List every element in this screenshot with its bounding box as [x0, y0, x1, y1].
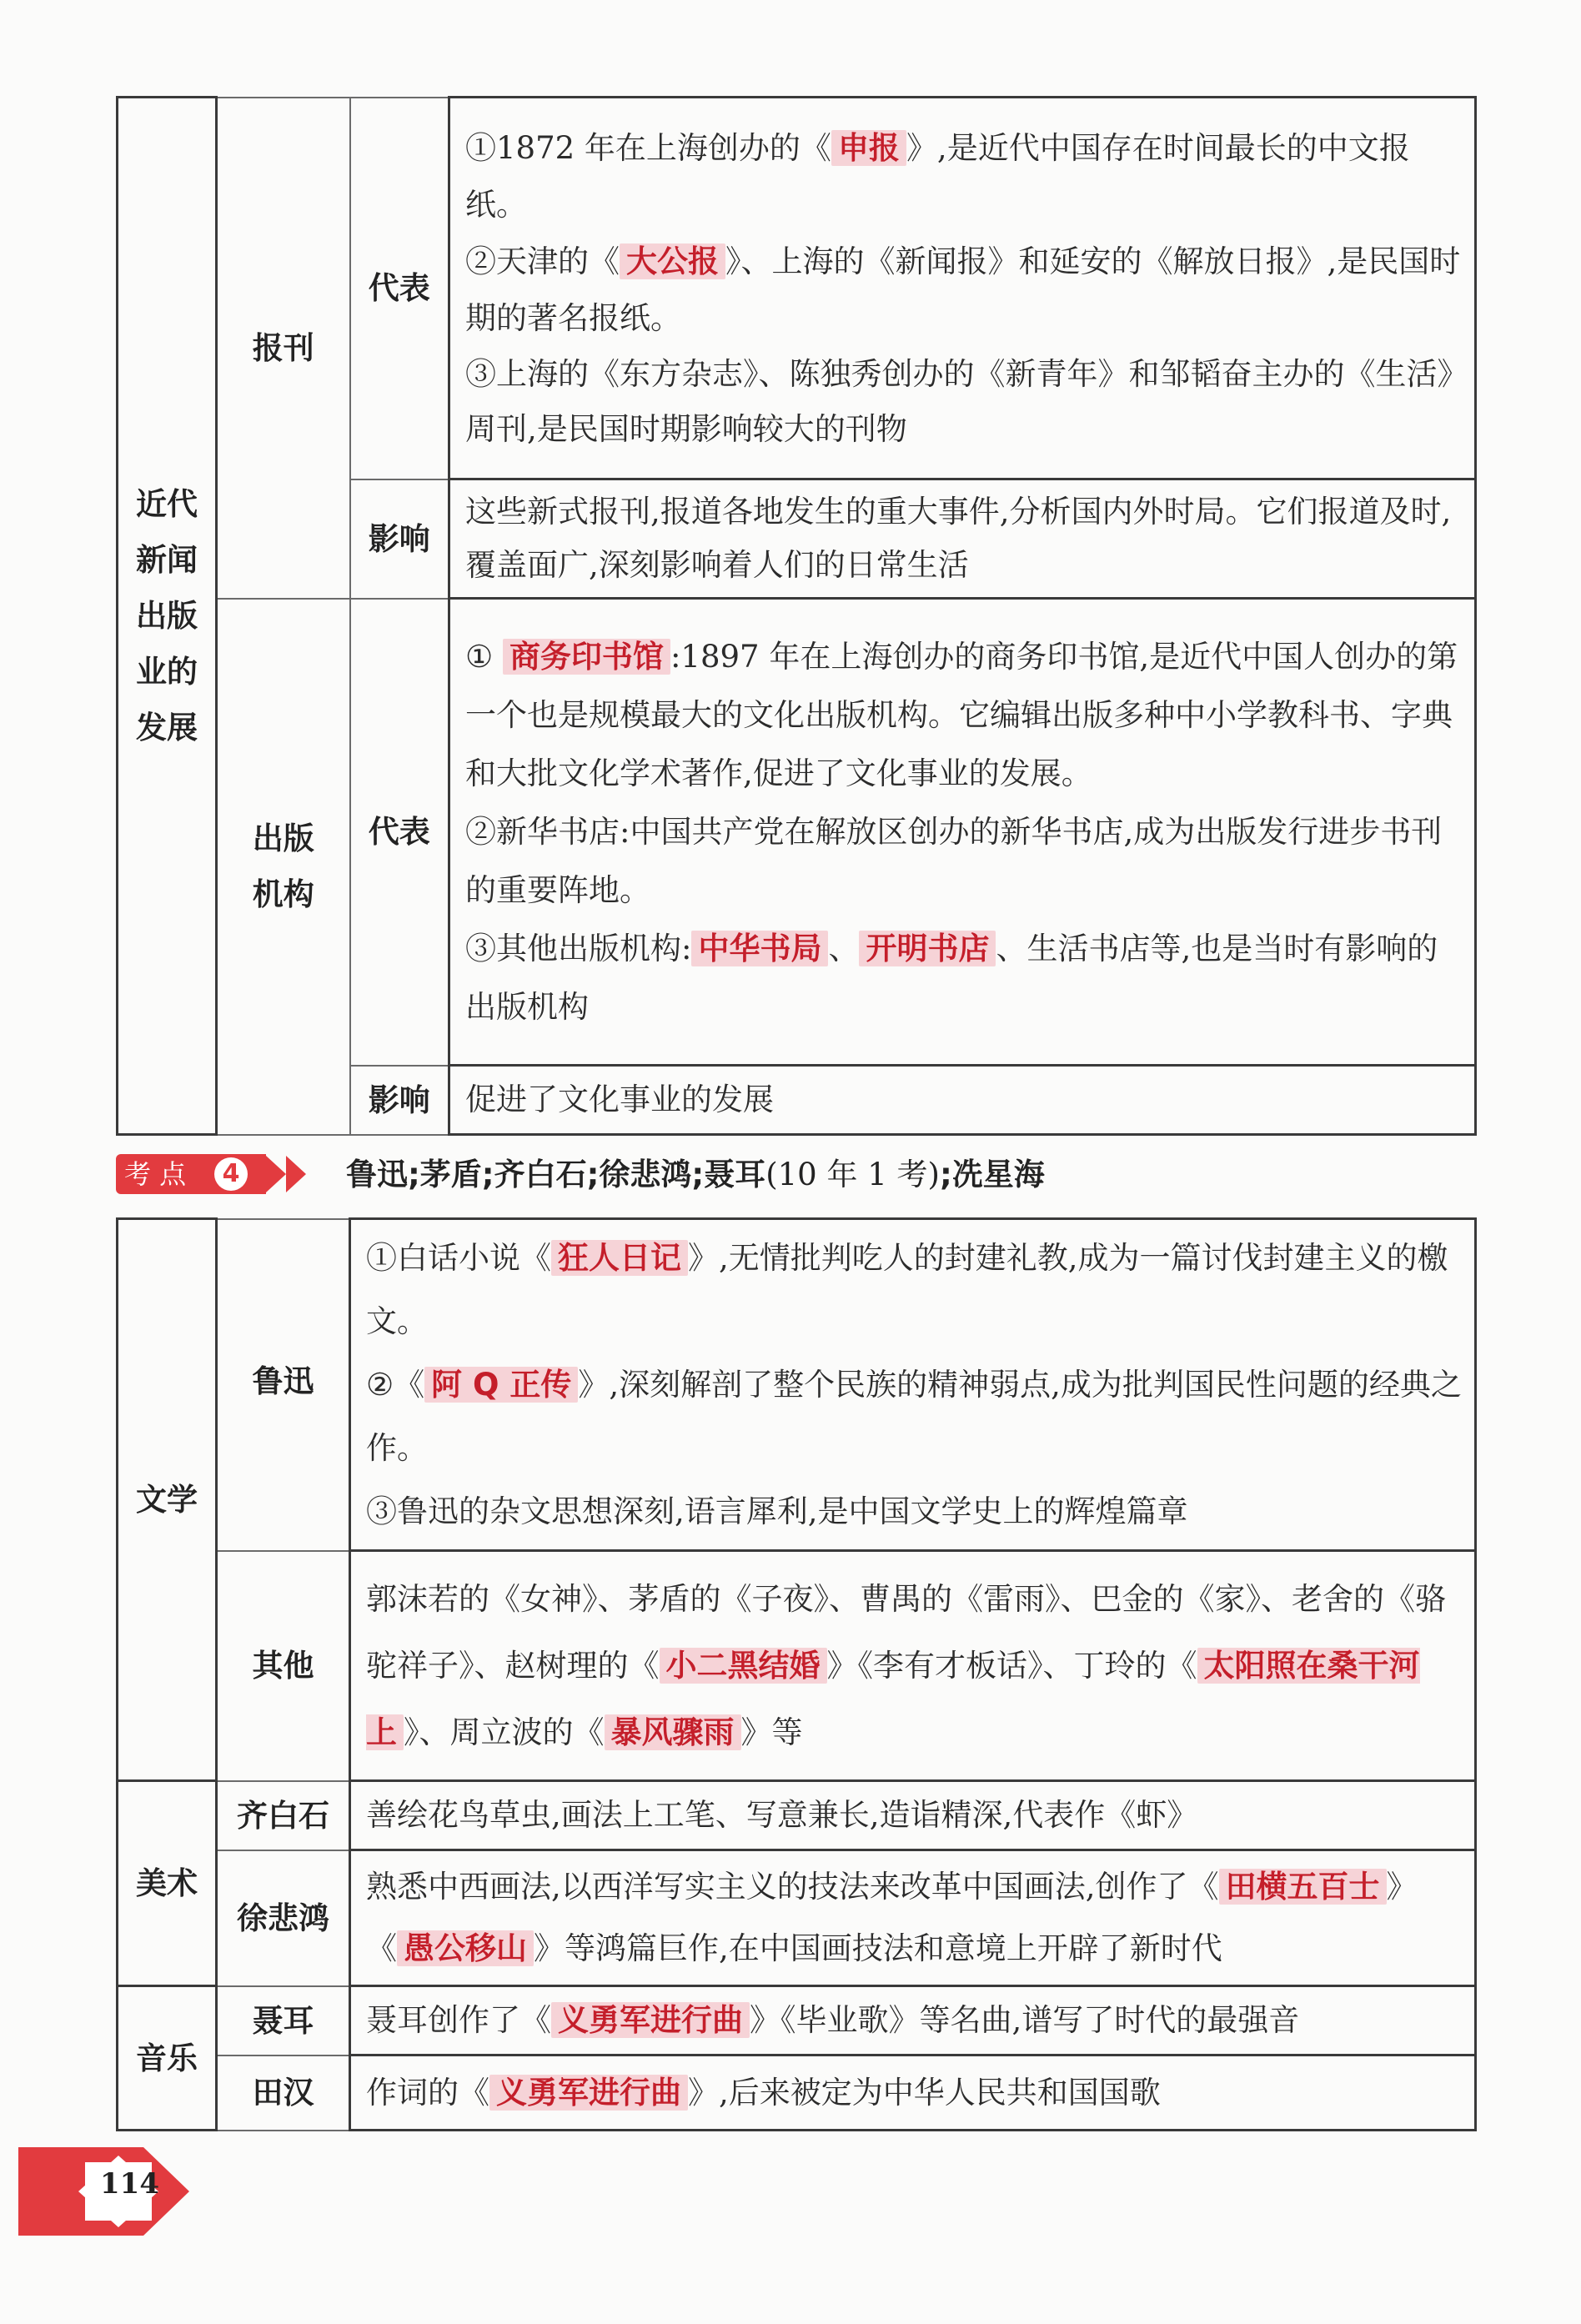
row-label-luxun: 鲁迅: [217, 1219, 350, 1551]
highlight: 义勇军进行曲: [551, 2002, 750, 2038]
highlight: 商务印书馆: [503, 639, 670, 675]
text-item: ③鲁迅的杂文思想深刻,语言犀利,是中国文学史上的辉煌篇章: [366, 1493, 1188, 1529]
page-number: 114: [100, 2167, 159, 2201]
baokan-yingxiang-cell: 这些新式报刊,报道各地发生的重大事件,分析国内外时局。它们报道及时,覆盖面广,深刻影响着人们的日常生活: [449, 479, 1476, 599]
news-publishing-table: [116, 96, 1477, 1136]
highlight: 田横五百士: [1219, 1869, 1387, 1905]
kaodian-number: 4: [214, 1157, 248, 1191]
highlight: 开明书店: [859, 931, 996, 966]
text-item: ②《 阿 Q 正传 》,深刻解剖了整个民族的精神弱点,成为批判国民性问题的经典之作。: [366, 1366, 1462, 1466]
row-label-baokan: 报刊: [217, 98, 350, 599]
section-label: 近代新闻出版业的发展: [118, 98, 217, 1135]
highlight: 狂人日记: [551, 1240, 688, 1276]
highlight: 阿 Q 正传: [424, 1367, 578, 1403]
highlight: 太阳照在桑干河上: [366, 1647, 1420, 1750]
text-item: ①1872 年在上海创办的《 申报 》,是近代中国存在时间最长的中文报纸。: [465, 129, 1410, 223]
double-arrow-icon: [266, 1154, 316, 1194]
row-label-qita: 其他: [217, 1551, 350, 1781]
chuban-daibiao-cell: [449, 599, 1476, 1066]
section-label-wenxue: 文学: [118, 1219, 217, 1781]
row-label-nieer: 聂耳: [217, 1986, 350, 2055]
row-label-tianhan: 田汉: [217, 2055, 350, 2131]
text-item: ① 商务印书馆 :1897 年在上海创办的商务印书馆,是近代中国人创办的第一个也是规模最大的文化出版机构。它编辑出版多种中小学教科书、字典和大批文化学术著作,促进了文化事业的发展。: [465, 638, 1458, 791]
section-label-meishu: 美术: [118, 1781, 217, 1986]
page-number-badge: [18, 2142, 193, 2241]
row-label-chuban: 出版机构: [217, 599, 350, 1135]
row-label-xubeihong: 徐悲鸿: [217, 1850, 350, 1986]
kaodian-header: [116, 1152, 1367, 1197]
text-item: ②天津的《 大公报 》、上海的《新闻报》和延安的《解放日报》,是民国时期的著名报纸。: [465, 243, 1461, 336]
highlight: 中华书局: [691, 931, 828, 966]
highlight: 小二黑结婚: [660, 1648, 827, 1684]
text-item: ①白话小说《 狂人日记 》,无情批判吃人的封建礼教,成为一篇讨伐封建主义的檄文。: [366, 1239, 1448, 1339]
xubeihong-cell: 熟悉中西画法,以西洋写实主义的技法来改革中国画法,创作了《 田横五百士 》《 愚公移山 》等鸿篇巨作,在中国画技法和意境上开辟了新时代: [350, 1850, 1476, 1986]
col-label-daibiao: 代表: [350, 98, 449, 479]
highlight: 大公报: [620, 243, 725, 279]
highlight: 愚公移山: [397, 1930, 534, 1966]
text-item: ③其他出版机构: 中华书局 、 开明书店 、生活书店等,也是当时有影响的出版机构: [465, 930, 1438, 1025]
qibaishi-cell: 善绘花鸟草虫,画法上工笔、写意兼长,造诣精深,代表作《虾》: [350, 1781, 1476, 1850]
nieer-cell: 聂耳创作了《 义勇军进行曲 》《毕业歌》等名曲,谱写了时代的最强音: [350, 1986, 1476, 2055]
text-item: ②新华书店:中国共产党在解放区创办的新华书店,成为出版发行进步书刊的重要阵地。: [465, 813, 1443, 908]
baokan-daibiao-cell: [449, 98, 1476, 479]
culture-figures-table: [116, 1217, 1477, 2131]
text-item: ③上海的《东方杂志》、陈独秀创办的《新青年》和邹韬奋主办的《生活》周刊,是民国时期影响较大的刊物: [465, 355, 1453, 447]
highlight: 义勇军进行曲: [489, 2075, 688, 2111]
col-label-yingxiang: 影响: [350, 1066, 449, 1135]
col-label-yingxiang: 影响: [350, 479, 449, 599]
chuban-yingxiang-cell: 促进了文化事业的发展: [449, 1066, 1476, 1135]
kaodian-tag: 考 点: [116, 1154, 266, 1194]
tianhan-cell: 作词的《 义勇军进行曲 》,后来被定为中华人民共和国国歌: [350, 2055, 1476, 2131]
col-label-daibiao: 代表: [350, 599, 449, 1066]
qita-cell: 郭沫若的《女神》、茅盾的《子夜》、曹禺的《雷雨》、巴金的《家》、老舍的《骆驼祥子》、赵树理的《 小二黑结婚 》《李有才板话》、丁玲的《 太阳照在桑干河上 》、周立波的《 暴风骤雨 》等: [350, 1551, 1476, 1781]
row-label-qibaishi: 齐白石: [217, 1781, 350, 1850]
kaodian-title: 鲁迅;茅盾;齐白石;徐悲鸿;聂耳(10 年 1 考);冼星海: [346, 1157, 1045, 1192]
section-label-yinyue: 音乐: [118, 1986, 217, 2131]
highlight: 申报: [831, 130, 906, 166]
highlight: 暴风骤雨: [605, 1714, 741, 1750]
luxun-cell: [350, 1219, 1476, 1551]
